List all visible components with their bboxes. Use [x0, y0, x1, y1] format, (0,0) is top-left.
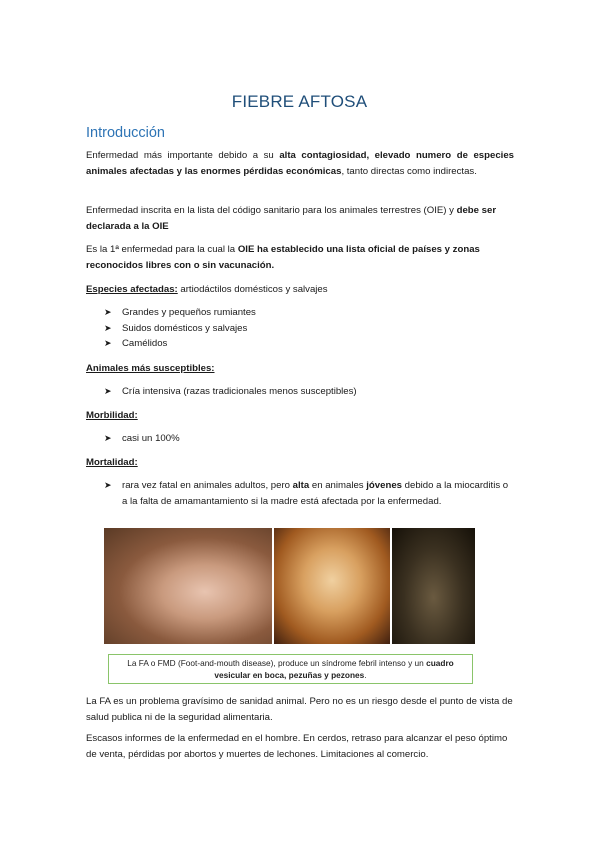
arrow-bullet-icon: ➤ — [104, 322, 112, 333]
list-item: ➤ Suidos domésticos y salvajes — [104, 321, 514, 337]
photo-hoof-dark — [392, 528, 475, 644]
document-title: FIEBRE AFTOSA — [231, 92, 368, 111]
susceptibles-label: Animales más susceptibles: — [86, 363, 215, 374]
paragraph-public-health: La FA es un problema gravísimo de sanidad animal. Pero no es un riesgo desde el punto de vista de salud publica ni de la seguridad alimentaria. — [86, 696, 513, 723]
section-heading: Introducción — [86, 125, 165, 141]
list-item: ➤ Cría intensiva (razas tradicionales menos susceptibles) — [104, 384, 514, 400]
mortalidad-label: Mortalidad: — [86, 457, 138, 468]
list-item: ➤ Grandes y pequeños rumiantes — [104, 305, 514, 321]
figure-caption: La FA o FMD (Foot-and-mouth disease), produce un síndrome febril intenso y un cuadro vesicular en boca, pezuñas y pezones. — [108, 654, 473, 684]
paragraph-intro: Enfermedad más importante debido a su alta contagiosidad, elevado numero de especies animales afectadas y las enormes pérdidas económicas, tanto directas como indirectas. — [86, 150, 514, 177]
susceptibles-list — [104, 384, 514, 400]
list-item: ➤ casi un 100% — [104, 431, 514, 447]
morbilidad-list — [104, 431, 514, 447]
arrow-bullet-icon: ➤ — [104, 480, 112, 490]
paragraph-oie-list: Enfermedad inscrita en la lista del código sanitario para los animales terrestres (OIE) y debe ser declarada a la OIE — [86, 205, 497, 232]
mortalidad-list — [104, 478, 514, 509]
photo-hoof-lesion-hands — [104, 528, 272, 644]
list-item: ➤ rara vez fatal en animales adultos, pero alta en animales jóvenes debido a la miocarditis o a la falta de amamantamiento si la madre está afectada por la enfermedad. — [104, 480, 509, 507]
lesion-photos — [104, 528, 475, 644]
paragraph-oie-official: Es la 1ª enfermedad para la cual la OIE ha establecido una lista oficial de países y zonas reconocidos libres con o sin vacunación. — [86, 244, 480, 271]
paragraph-human-reports: Escasos informes de la enfermedad en el hombre. En cerdos, retraso para alcanzar el peso óptimo de venta, pérdidas por abortos y muertes de lechones. Limitaciones al comercio. — [86, 733, 508, 760]
especies-list — [104, 305, 514, 352]
mortalidad-line — [86, 455, 514, 471]
arrow-bullet-icon: ➤ — [104, 307, 112, 317]
susceptibles-line — [86, 361, 514, 377]
photo-tongue-lesion — [274, 528, 390, 644]
arrow-bullet-icon: ➤ — [104, 386, 112, 396]
arrow-bullet-icon: ➤ — [104, 433, 112, 443]
morbilidad-line — [86, 408, 514, 424]
list-item: ➤ Camélidos — [104, 336, 514, 352]
especies-label: Especies afectadas: — [86, 284, 178, 295]
morbilidad-label: Morbilidad: — [86, 410, 138, 421]
especies-line: Especies afectadas: artiodáctilos domésticos y salvajes — [86, 284, 328, 295]
arrow-bullet-icon: ➤ — [104, 338, 112, 348]
